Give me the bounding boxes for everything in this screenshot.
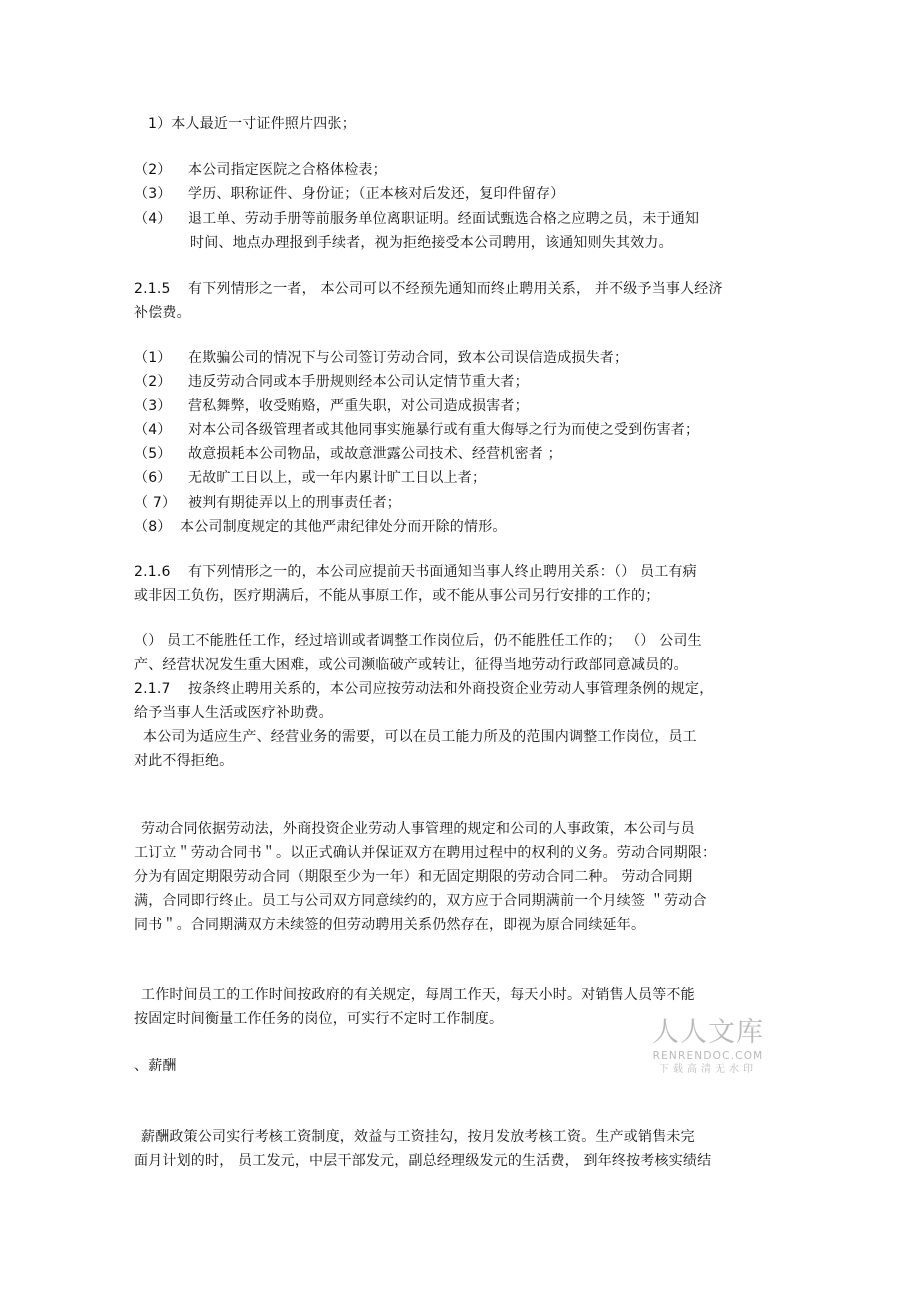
line-text: 本公司为适应生产、经营业务的需要，可以在员工能力所及的范围内调整工作岗位，员工 bbox=[143, 729, 697, 745]
item-text: 被判有期徒弄以上的刑事责任者； bbox=[188, 495, 401, 511]
line-text: 工订立＂劳动合同书＂。以正式确认并保证双方在聘用过程中的权利的义务。劳动合同期限： bbox=[134, 845, 717, 861]
text-line bbox=[134, 1152, 711, 1170]
section-heading bbox=[134, 1057, 177, 1075]
text-line bbox=[134, 587, 659, 605]
text-line bbox=[190, 234, 673, 252]
item-text: 在欺骗公司的情况下与公司签订劳动合同，致本公司误信造成损失者； bbox=[188, 350, 629, 366]
item-text: 违反劳动合同或本手册规则经本公司认定情节重大者； bbox=[188, 374, 529, 390]
text-line bbox=[134, 304, 191, 322]
list-item bbox=[134, 185, 564, 203]
clause-number: 2.1.7 bbox=[134, 681, 171, 697]
clause-number: 2.1.5 bbox=[134, 281, 171, 297]
clause bbox=[134, 280, 723, 298]
item-number: （5） bbox=[134, 446, 172, 462]
line-text: 满，合同即行终止。员工与公司双方同意续约的，双方应于合同期满前一个月续签 ＂劳动合 bbox=[134, 893, 707, 909]
clause-text: 有下列情形之一者， 本公司可以不经预先通知而终止聘用关系， 并不级予当事人经济 bbox=[188, 281, 723, 297]
item-number: （4） bbox=[134, 211, 172, 227]
line-text: 工作时间员工的工作时间按政府的有关规定，每周工作天，每天小时。对销售人员等不能 bbox=[141, 987, 695, 1003]
item-number: （3） bbox=[134, 186, 172, 202]
watermark-slogan: 下载高清无水印 bbox=[659, 1064, 757, 1075]
text-line bbox=[134, 632, 702, 650]
item-text: 本公司指定医院之合格体检表； bbox=[188, 162, 387, 178]
clause-text: 有下列情形之一的，本公司应提前天书面通知当事人终止聘用关系：（） 员工有病 bbox=[188, 564, 697, 580]
line-text: 或非因工负伤，医疗期满后，不能从事原工作，或不能从事公司另行安排的工作的； bbox=[134, 588, 660, 604]
list-item bbox=[134, 373, 529, 391]
list-item bbox=[134, 469, 486, 487]
text-line bbox=[141, 986, 695, 1004]
list-item bbox=[134, 349, 628, 367]
list-item bbox=[134, 518, 507, 536]
clause bbox=[134, 680, 713, 698]
list-item bbox=[134, 397, 529, 415]
item-number: （2） bbox=[134, 162, 172, 178]
line-text: 给予当事人生活或医疗补助费。 bbox=[134, 705, 333, 721]
text-line bbox=[141, 820, 695, 838]
line-text: 对此不得拒绝。 bbox=[134, 753, 234, 769]
list-item bbox=[134, 421, 699, 439]
item-number: （4） bbox=[134, 422, 172, 438]
item-text: 退工单、劳动手册等前服务单位离职证明。经面试甄选合格之应聘之员，未于通知 bbox=[188, 211, 700, 227]
list-item bbox=[134, 210, 699, 228]
item-number: （2） bbox=[134, 374, 172, 390]
text-line bbox=[134, 892, 707, 910]
line-text: 按固定时间衡量工作任务的岗位，可实行不定时工作制度。 bbox=[134, 1011, 504, 1027]
watermark-domain: RENRENDOC.COM bbox=[652, 1050, 764, 1062]
line-text: 补偿费。 bbox=[134, 305, 191, 321]
watermark-logo bbox=[643, 1017, 773, 1076]
clause-text: 按条终止聘用关系的，本公司应按劳动法和外商投资企业劳动人事管理条例的规定， bbox=[188, 681, 714, 697]
text-line bbox=[148, 115, 356, 133]
item-text: 对本公司各级管理者或其他同事实施暴行或有重大侮辱之行为而使之受到伤害者； bbox=[188, 422, 700, 438]
line-text: 1）本人最近一寸证件照片四张； bbox=[148, 116, 356, 132]
text-line bbox=[141, 1128, 695, 1146]
item-number: （1） bbox=[134, 350, 172, 366]
watermark-title: 人人文库 bbox=[652, 1017, 764, 1048]
list-item bbox=[134, 161, 387, 179]
list-item bbox=[134, 445, 562, 463]
item-number: （6） bbox=[134, 470, 172, 486]
text-line bbox=[134, 704, 333, 722]
item-text: 学历、职称证件、身份证；（正本核对后发还，复印件留存） bbox=[188, 186, 565, 202]
item-number: （ 7） bbox=[134, 495, 177, 511]
item-text: 本公司制度规定的其他严肃纪律处分而开除的情形。 bbox=[180, 519, 507, 535]
text-line bbox=[143, 728, 697, 746]
text-line bbox=[134, 1010, 503, 1028]
clause-number: 2.1.6 bbox=[134, 564, 171, 580]
text-line bbox=[134, 868, 692, 886]
heading-text: 、薪酬 bbox=[134, 1058, 177, 1074]
line-text: 时间、地点办理报到手续者，视为拒绝接受本公司聘用，该通知则失其效力。 bbox=[190, 235, 673, 251]
line-text: 产、经营状况发生重大困难，或公司濒临破产或转让，征得当地劳动行政部同意减员的。 bbox=[134, 657, 688, 673]
line-text: 劳动合同依据劳动法，外商投资企业劳动人事管理的规定和公司的人事政策，本公司与员 bbox=[141, 821, 695, 837]
text-line bbox=[134, 916, 645, 934]
line-text: 面月计划的时， 员工发元，中层干部发元，副总经理级发元的生活费， 到年终按考核实绩结 bbox=[134, 1153, 712, 1169]
clause bbox=[134, 563, 697, 581]
text-line bbox=[134, 752, 233, 770]
line-text: （） 员工不能胜任工作，经过培训或者调整工作岗位后，仍不能胜任工作的； （） 公司生 bbox=[134, 633, 702, 649]
text-line bbox=[134, 844, 716, 862]
line-text: 薪酬政策公司实行考核工资制度，效益与工资挂勾，按月发放考核工资。生产或销售未完 bbox=[141, 1129, 695, 1145]
item-text: 无故旷工日以上，或一年内累计旷工日以上者； bbox=[188, 470, 487, 486]
line-text: 同书＂。合同期满双方未续签的但劳动聘用关系仍然存在，即视为原合同续延年。 bbox=[134, 917, 646, 933]
item-number: （3） bbox=[134, 398, 172, 414]
item-number: （8） bbox=[134, 519, 172, 535]
text-line bbox=[134, 656, 688, 674]
item-text: 营私舞弊，收受贿赂，严重失职，对公司造成损害者； bbox=[188, 398, 529, 414]
item-text: 故意损耗本公司物品，或故意泄露公司技术、经营机密者 ； bbox=[188, 446, 562, 462]
line-text: 分为有固定期限劳动合同（期限至少为一年）和无固定期限的劳动合同二种。 劳动合同期 bbox=[134, 869, 693, 885]
list-item bbox=[134, 494, 401, 512]
